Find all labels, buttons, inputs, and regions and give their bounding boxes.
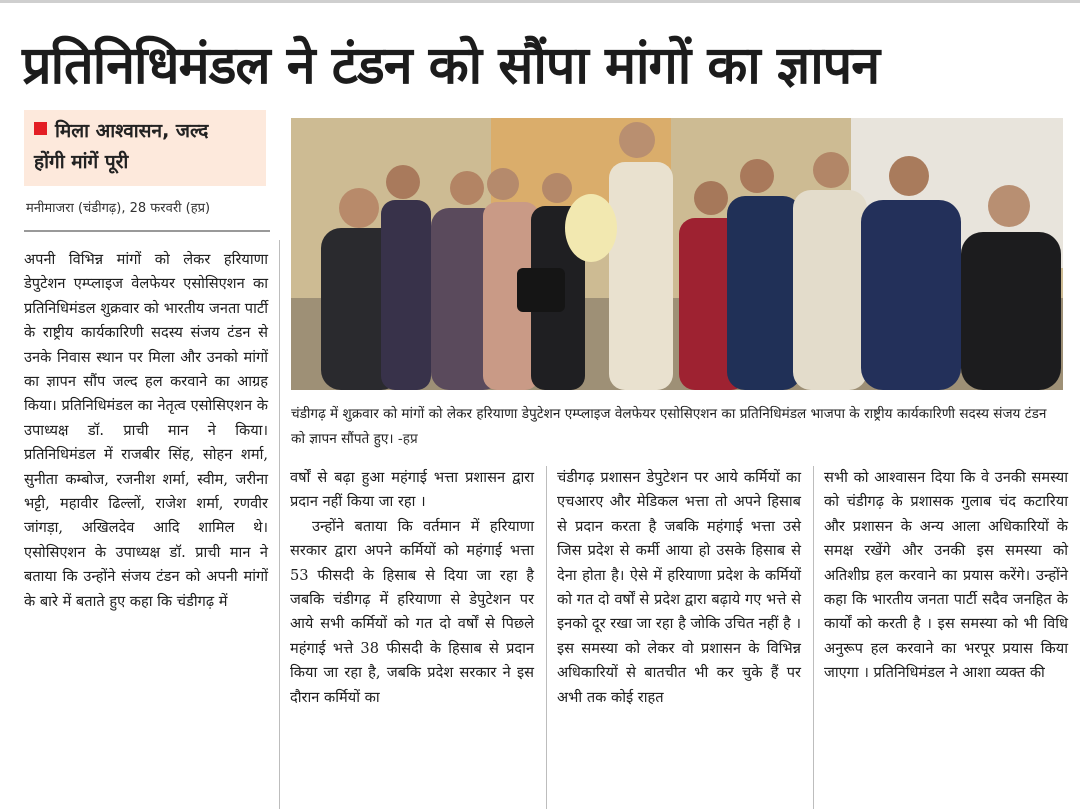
column-divider-3 xyxy=(813,466,814,809)
article-column-2 xyxy=(290,466,534,710)
column-3-text: चंडीगढ़ प्रशासन डेपुटेशन पर आये कर्मियों का एचआरए और मेडिकल भत्ता तो अपने हिसाब से प्रदान करता है जबकि महंगाई भत्ता उसे जिस प्रदेश से कर्मी आया हो उसके हिसाब से देना होता है। ऐसे में हरियाणा प्रदेश के कर्मियों को गत दो वर्षों से प्रदेश द्वारा बढ़ाये गए भत्ते से इनको दूर रखा जा रहा है जोकि उचित नहीं है । इस समस्या को लेकर वो प्रशासन के विभिन्न अधिकारियों से बातचीत भी कर चुके हैं पर अभी तक कोई राहत xyxy=(557,469,801,706)
group-photo-illustration xyxy=(291,118,1063,390)
subheadline-box xyxy=(24,110,266,186)
column-2-paragraph-1: वर्षों से बढ़ा हुआ महंगाई भत्ता प्रशासन द्वारा प्रदान नहीं किया जा रहा । xyxy=(290,469,534,511)
column-2-paragraph-2: उन्होंने बताया कि वर्तमान में हरियाणा सरकार द्वारा अपने कर्मियों को महंगाई भत्ता 53 फीसदी के हिसाब से दिया जा रहा है जबकि चंडीगढ़ में हरियाणा से डेपुटेशन पर आये सभी कर्मियों को गत दो वर्षों से पिछले महंगाई भत्ते 38 फीसदी के हिसाब से प्रदान किया जा रहा है, जबकि प्रदेश सरकार ने इस दौरान कर्मियों का xyxy=(290,517,534,706)
subheadline-line-2: होंगी मांगें पूरी xyxy=(34,151,129,173)
caption-text: चंडीगढ़ में शुक्रवार को मांगों को लेकर हरियाणा डेपुटेशन एम्प्लाइज वेलफेयर एसोसिएशन का प्रतिनिधिमंडल भाजपा के राष्ट्रीय कार्यकारिणी सदस्य संजय टंडन को ज्ञापन सौंपते हुए। xyxy=(291,406,1047,447)
dateline-rule xyxy=(24,230,270,232)
column-4-text: सभी को आश्वासन दिया कि वे उनकी समस्या को चंडीगढ़ के प्रशासक गुलाब चंद कटारिया और प्रशासन के अन्य आला अधिकारियों के समक्ष रखेंगे और उनकी इस समस्या को अतिशीघ्र हल करवाने का प्रयास करेंगे। उन्होंने कहा कि भारतीय जनता पार्टी सदैव जनहित के कार्यों को करती है । इस समस्या को भी विधि अनुरूप हल करवाने का भरपूर प्रयास किया जाएगा । प्रतिनिधिमंडल ने आशा व्यक्त की xyxy=(824,469,1068,682)
article-column-3 xyxy=(557,466,801,710)
column-divider-1 xyxy=(279,240,280,809)
photo-credit: -हप्र xyxy=(397,431,418,447)
photo-caption xyxy=(291,402,1063,452)
news-photo xyxy=(291,118,1063,390)
article-column-4 xyxy=(824,466,1068,686)
column-divider-2 xyxy=(546,466,547,809)
subheadline xyxy=(34,116,256,178)
subheadline-line-1: मिला आश्वासन, जल्द xyxy=(55,120,209,142)
top-rule xyxy=(0,0,1080,3)
headline: प्रतिनिधिमंडल ने टंडन को सौंपा मांगों का ज्ञापन xyxy=(22,36,880,96)
article-column-1 xyxy=(24,248,268,614)
red-square-bullet-icon xyxy=(34,122,47,135)
dateline: मनीमाजरा (चंडीगढ़), 28 फरवरी (हप्र) xyxy=(26,201,211,216)
column-1-text: अपनी विभिन्न मांगों को लेकर हरियाणा डेपुटेशन एम्प्लाइज वेलफेयर एसोसिएशन का प्रतिनिधिमंडल शुक्रवार को भारतीय जनता पार्टी के राष्ट्रीय कार्यकारिणी सदस्य संजय टंडन से उनके निवास स्थान पर मिला और उनको मांगों का ज्ञापन सौंप जल्द हल करवाने का आग्रह किया। प्रतिनिधिमंडल का नेतृत्व एसोसिएशन के उपाध्यक्ष डॉ. प्राची मान ने किया। प्रतिनिधिमंडल में राजबीर सिंह, सोहन शर्मा, सुनीता कम्बोज, रजनीश शर्मा, स्वीम, जरीना भट्टी, महावीर ढिल्लों, राजेश शर्मा, रणवीर जांगड़ा, अखिलदेव आदि शामिल थे। एसोसिएशन के उपाध्यक्ष डॉ. प्राची मान ने बताया कि उन्होंने संजय टंडन को अपनी मांगों के बारे में बताते हुए कहा कि चंडीगढ़ में xyxy=(24,251,268,610)
